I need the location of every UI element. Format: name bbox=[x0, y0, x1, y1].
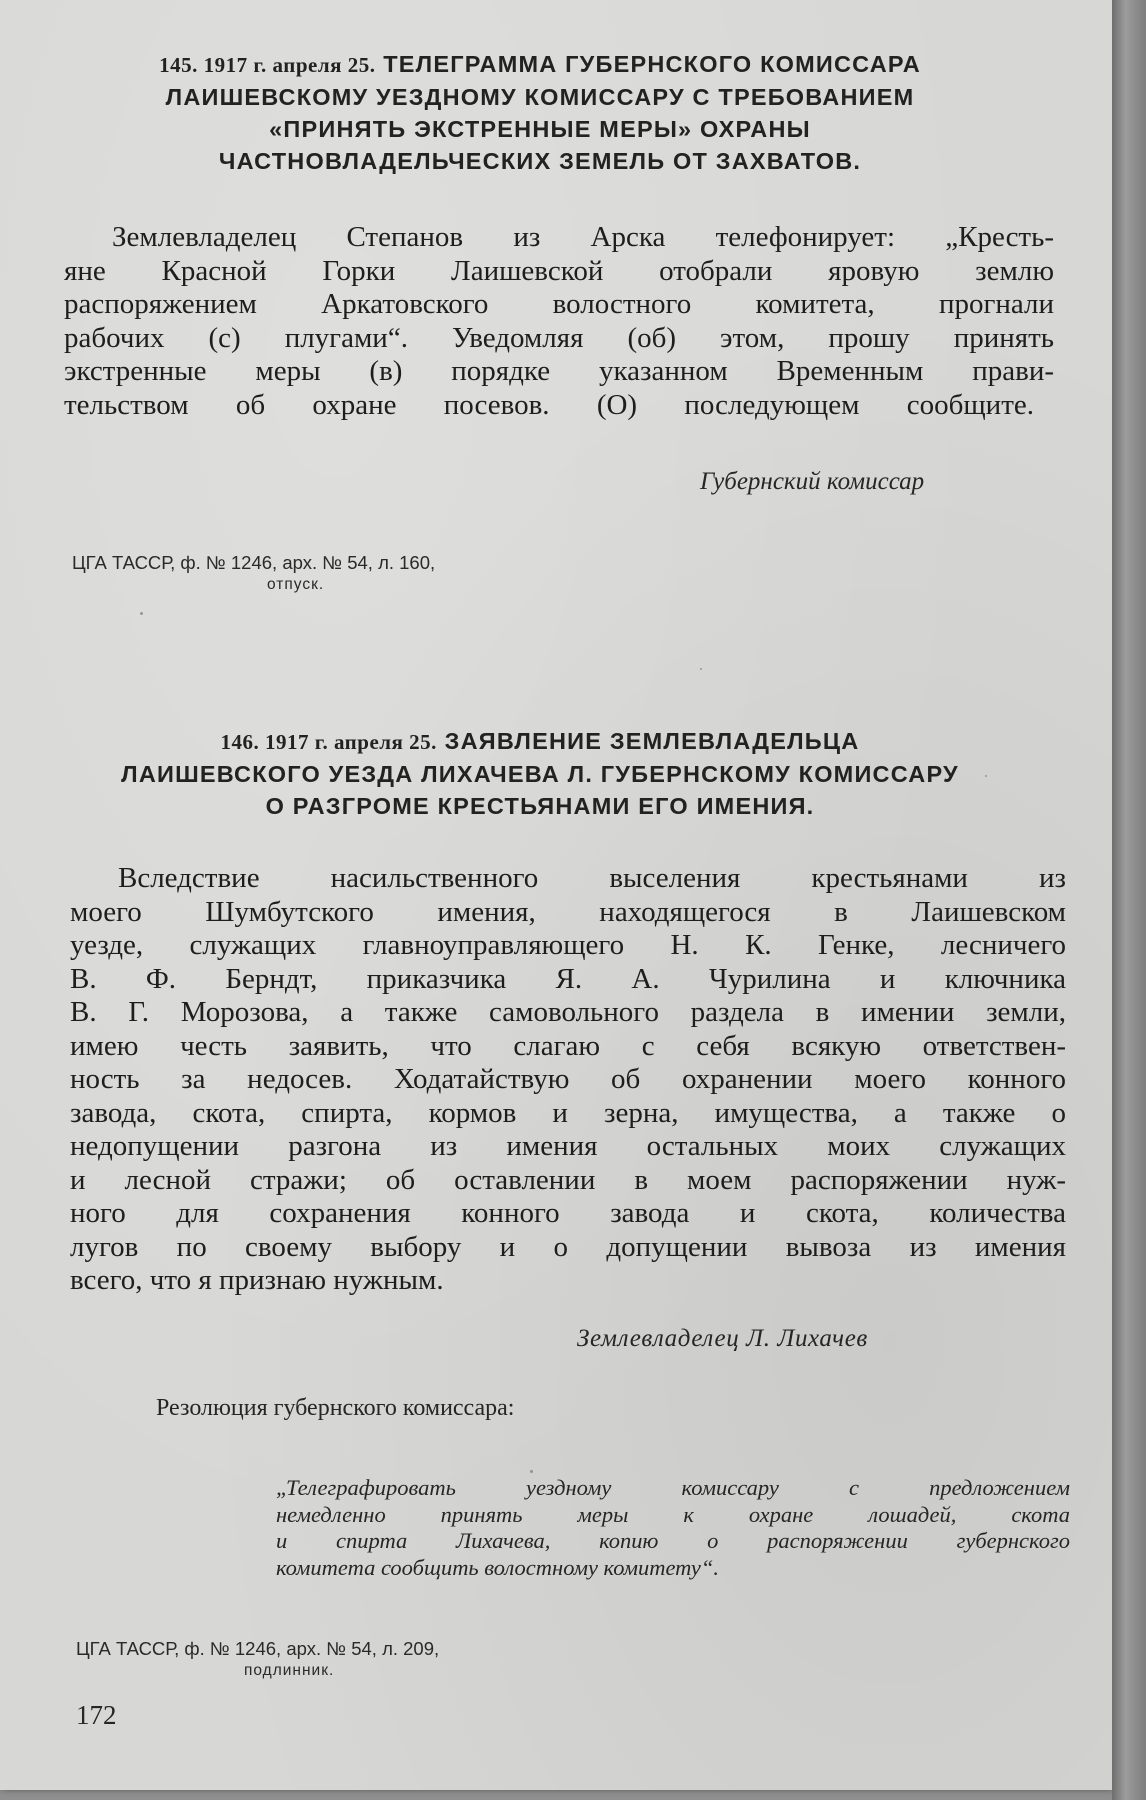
doc146-resolution-line: и спирта Лихачева, копию о распоряжении губернского bbox=[276, 1528, 1070, 1553]
doc146-resolution-line: „Телеграфировать уездному комиссару с предложением bbox=[276, 1475, 1070, 1500]
doc146-resolution-line: немедленно принять меры к охране лошадей, скота bbox=[276, 1501, 1070, 1527]
doc146-body-line: уезде, служащих главноуправляющего Н. К. Генке, лесничего bbox=[70, 929, 1066, 961]
doc145-body-line: Землевладелец Степанов из Арска телефонирует: „Кресть- bbox=[112, 221, 1054, 253]
doc145-heading-line-1: ТЕЛЕГРАММА ГУБЕРНСКОГО КОМИССАРА bbox=[383, 51, 921, 77]
doc146-body-line: лугов по своему выбору и о допущении вывоза из имения bbox=[70, 1230, 1066, 1263]
doc145-heading-line-2: ЛАИШЕВСКОМУ УЕЗДНОМУ КОМИССАРУ С ТРЕБОВАНИЕМ bbox=[165, 84, 915, 110]
doc145-source-line-1: ЦГА ТАССР, ф. № 1246, арх. № 54, л. 160, bbox=[72, 552, 436, 573]
doc146-body bbox=[70, 862, 1066, 1298]
page-edge-shadow bbox=[1112, 0, 1146, 1800]
doc145-source bbox=[72, 552, 435, 596]
doc145-body-line: тельством об охране посевов. (О) последующем сообщите. bbox=[64, 388, 1034, 421]
doc145-source-line-2: отпуск. bbox=[267, 576, 325, 593]
doc146-body-line: всего, что я признаю нужным. bbox=[70, 1264, 444, 1296]
doc145-body-line: рабочих (с) плугами“. Уведомляя (об) этом, прошу принять bbox=[64, 321, 1054, 354]
doc146-heading bbox=[60, 725, 1020, 822]
doc146-signature: Землевладелец Л. Лихачев bbox=[577, 1325, 868, 1352]
doc146-body-line: имею честь заявить, что слагаю с себя всякую ответствен- bbox=[70, 1029, 1066, 1062]
print-speck bbox=[700, 668, 702, 670]
doc146-body-line: Вследствие насильственного выселения крестьянами из bbox=[118, 862, 1066, 894]
doc146-body-line: и лесной стражи; об оставлении в моем распоряжении нуж- bbox=[70, 1163, 1066, 1196]
doc145-body-line: распоряжением Аркатовского волостного комитета, прогнали bbox=[64, 288, 1054, 320]
doc145-body-line: экстренные меры (в) порядке указанном Временным прави- bbox=[64, 355, 1054, 387]
doc145-heading-number: 145. 1917 г. апреля 25. bbox=[159, 53, 376, 77]
doc146-resolution-line: комитета сообщить волостному комитету“. bbox=[276, 1554, 719, 1580]
doc146-body-line: В. Г. Морозова, а также самовольного раздела в имении земли, bbox=[70, 996, 1066, 1028]
doc146-source-line-2: подлинник. bbox=[244, 1662, 335, 1679]
doc146-heading-line-1: ЗАЯВЛЕНИЕ ЗЕМЛЕВЛАДЕЛЬЦА bbox=[444, 728, 860, 754]
doc145-body-line: яне Красной Горки Лаишевской отобрали яровую землю bbox=[64, 254, 1054, 287]
print-speck bbox=[140, 612, 143, 615]
doc146-body-line: моего Шумбутского имения, находящегося в Лаишевском bbox=[70, 895, 1066, 928]
doc146-body-line: недопущении разгона из имения остальных моих служащих bbox=[70, 1130, 1066, 1162]
doc145-body bbox=[64, 221, 1054, 422]
doc146-heading-line-2: ЛАИШЕВСКОГО УЕЗДА ЛИХАЧЕВА Л. ГУБЕРНСКОМУ КОМИССАРУ bbox=[121, 761, 959, 787]
doc145-signature: Губернский комиссар bbox=[700, 468, 925, 495]
doc146-source bbox=[76, 1638, 439, 1682]
page-number: 172 bbox=[76, 1700, 117, 1730]
doc146-body-line: ность за недосев. Ходатайствую об охранении моего конного bbox=[70, 1063, 1066, 1095]
doc146-heading-number: 146. 1917 г. апреля 25. bbox=[220, 730, 437, 754]
doc146-body-line: В. Ф. Берндт, приказчика Я. А. Чурилина и ключника bbox=[70, 962, 1066, 995]
doc146-source-line-1: ЦГА ТАССР, ф. № 1246, арх. № 54, л. 209, bbox=[76, 1638, 440, 1659]
doc145-heading-line-3: «ПРИНЯТЬ ЭКСТРЕННЫЕ МЕРЫ» ОХРАНЫ bbox=[269, 116, 811, 142]
doc146-resolution-label: Резолюция губернского комиссара: bbox=[156, 1395, 515, 1421]
doc145-heading bbox=[60, 48, 1020, 177]
print-speck bbox=[985, 775, 987, 777]
print-speck bbox=[530, 1470, 533, 1473]
doc146-body-line: ного для сохранения конного завода и скота, количества bbox=[70, 1197, 1066, 1229]
doc146-resolution-quote bbox=[276, 1475, 1070, 1581]
doc146-body-line: завода, скота, спирта, кормов и зерна, имущества, а также о bbox=[70, 1096, 1066, 1129]
doc146-heading-line-3: О РАЗГРОМЕ КРЕСТЬЯНАМИ ЕГО ИМЕНИЯ. bbox=[265, 793, 815, 819]
doc145-heading-line-4: ЧАСТНОВЛАДЕЛЬЧЕСКИХ ЗЕМЕЛЬ ОТ ЗАХВАТОВ. bbox=[218, 148, 862, 174]
